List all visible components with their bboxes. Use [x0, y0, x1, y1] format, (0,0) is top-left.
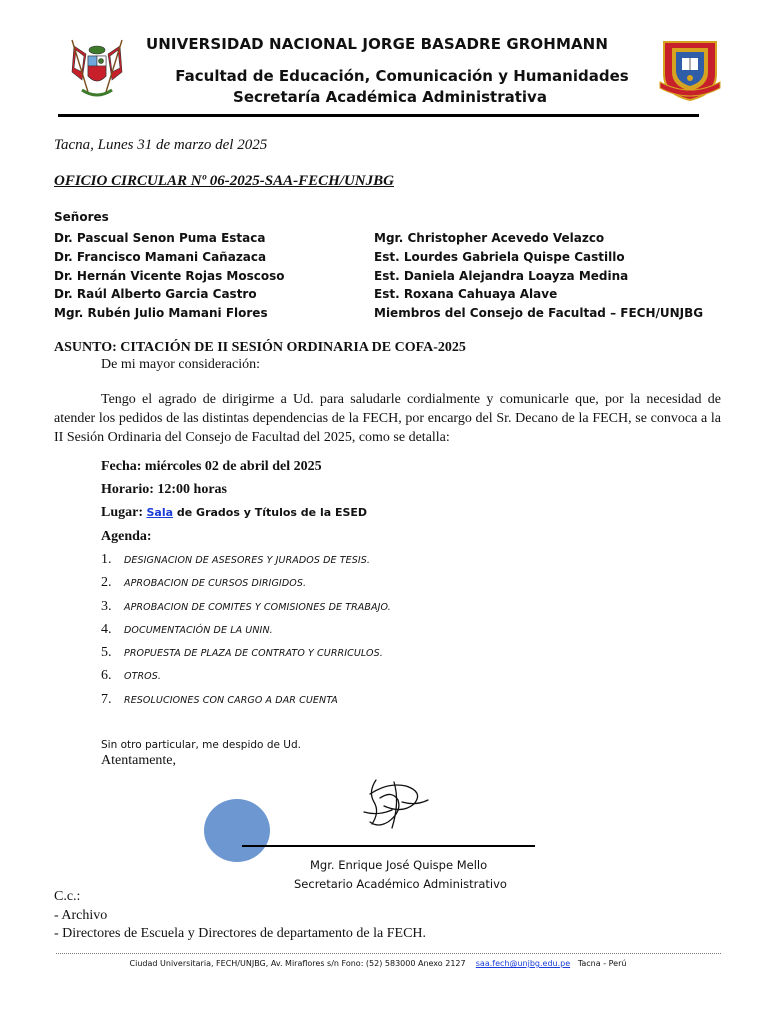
date-line: Tacna, Lunes 31 de marzo del 2025 — [54, 137, 268, 153]
signature-line — [242, 845, 535, 847]
footer-city: Tacna - Perú — [577, 959, 627, 968]
session-date: Fecha: miércoles 02 de abril del 2025 — [101, 459, 322, 474]
salutation: Señores — [54, 210, 109, 224]
cc-item: - Archivo — [54, 907, 108, 923]
agenda-number: 2. — [101, 575, 112, 591]
footer — [0, 959, 768, 968]
seal-mark — [204, 799, 270, 862]
addressee: Mgr. Christopher Acevedo Velazco — [374, 231, 605, 245]
addressee: Miembros del Consejo de Facultad – FECH/UNJBG — [374, 306, 704, 321]
university-name: UNIVERSIDAD NACIONAL JORGE BASADRE GROHMANN — [146, 35, 608, 53]
footer-divider — [56, 953, 721, 954]
body-paragraph: Tengo el agrado de dirigirme a Ud. para saludarle cordialmente y comunicarle que, por la necesidad de atender los pedidos de las distintas dependencias de la FECH, por encargo del Sr. Decano de la FECH, se convoca a la II Sesión Ordinaria del Consejo de Facultad del 2025, como se detalla: — [54, 392, 721, 445]
agenda-text: APROBACION DE COMITES Y COMISIONES DE TRABAJO. — [124, 601, 391, 613]
addressee: Dr. Hernán Vicente Rojas Moscoso — [54, 268, 285, 283]
faculty-name: Facultad de Educación, Comunicación y Humanidades — [175, 67, 629, 85]
session-place — [101, 505, 367, 521]
agenda-text: DESIGNACION DE ASESORES Y JURADOS DE TESIS. — [124, 555, 371, 566]
subject-line: ASUNTO: CITACIÓN DE II SESIÓN ORDINARIA DE COFA-2025 — [54, 340, 466, 355]
handwritten-signature — [358, 772, 432, 834]
agenda-text: OTROS. — [124, 671, 162, 683]
document-reference: OFICIO CIRCULAR Nº 06-2025-SAA-FECH/UNJBG — [54, 173, 394, 189]
addressee-list-left — [54, 229, 285, 323]
regards-line: Atentamente, — [101, 753, 177, 768]
agenda-text: APROBACION DE CURSOS DIRIGIDOS. — [124, 578, 307, 590]
university-crest-icon — [658, 38, 722, 102]
signer-name: Mgr. Enrique José Quispe Mello — [310, 858, 488, 872]
agenda-text: RESOLUCIONES CON CARGO A DAR CUENTA — [124, 694, 338, 706]
agenda-text: DOCUMENTACIÓN DE LA UNIN. — [124, 624, 273, 636]
agenda-number: 1. — [101, 552, 112, 567]
addressee-list-right — [374, 229, 703, 323]
addressee: Dr. Raúl Alberto Garcia Castro — [54, 287, 257, 302]
place-label: Lugar: — [101, 505, 147, 520]
addressee: Est. Lourdes Gabriela Quispe Castillo — [374, 249, 625, 264]
agenda-heading: Agenda: — [101, 529, 152, 544]
place-text: de Grados y Títulos de la ESED — [173, 506, 368, 519]
agenda-number: 5. — [101, 645, 112, 661]
addressee: Dr. Pascual Senon Puma Estaca — [54, 231, 266, 245]
agenda-number: 7. — [101, 691, 112, 707]
cc-item: - Directores de Escuela y Directores de departamento de la FECH. — [54, 926, 427, 941]
secretariat-name: Secretaría Académica Administrativa — [233, 88, 547, 106]
addressee: Mgr. Rubén Julio Mamani Flores — [54, 306, 268, 321]
addressee: Est. Roxana Cahuaya Alave — [374, 287, 558, 302]
farewell-line: Sin otro particular, me despido de Ud. — [101, 739, 301, 751]
cc-label: C.c.: — [54, 889, 81, 904]
carbon-copy — [54, 888, 426, 944]
agenda-number: 3. — [101, 598, 112, 614]
footer-email-link[interactable]: saa.fech@unjbg.edu.pe — [475, 959, 571, 968]
addressee: Dr. Francisco Mamani Cañazaca — [54, 249, 267, 264]
addressee: Est. Daniela Alejandra Loayza Medina — [374, 268, 629, 283]
agenda-text: PROPUESTA DE PLAZA DE CONTRATO Y CURRICULOS. — [124, 648, 383, 660]
agenda-number: 6. — [101, 668, 112, 684]
signer-title: Secretario Académico Administrativo — [294, 877, 507, 891]
place-link[interactable]: Sala — [146, 506, 174, 519]
greeting: De mi mayor consideración: — [101, 357, 261, 372]
agenda-number: 4. — [101, 621, 112, 637]
footer-address: Ciudad Universitaria, FECH/UNJBG, Av. Miraflores s/n Fono: (52) 583000 Anexo 2127 — [129, 959, 466, 968]
header-rule — [58, 114, 699, 117]
session-time: Horario: 12:00 horas — [101, 482, 227, 497]
